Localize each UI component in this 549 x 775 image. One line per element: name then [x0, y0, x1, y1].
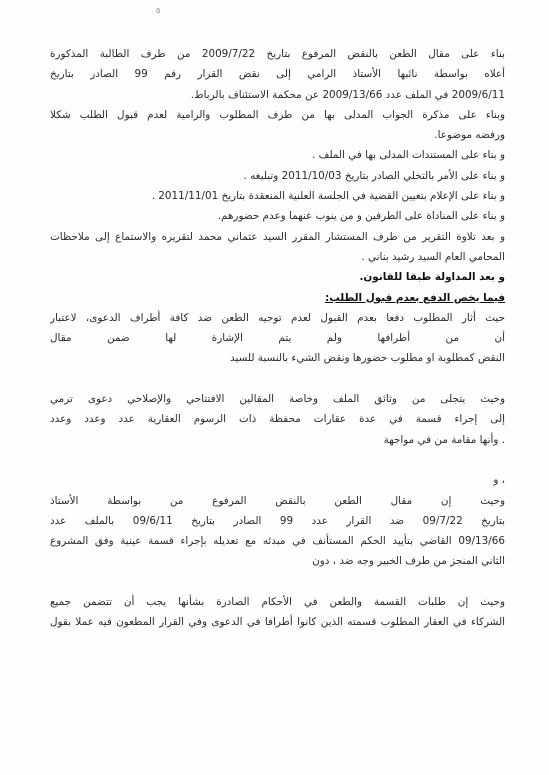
page-number: ٥ — [156, 6, 161, 15]
text-line: النقض كمطلوبة او مطلوب حضورها ونقض الشيء بالنسبة للسيد — [230, 352, 505, 365]
text-line: وحيث يتجلى من وثائق الملف وخاصة المقالين الافتتاحي والإصلاحي دعوى ترمي — [50, 393, 505, 406]
text-line: 2009/6/11 في الملف عدد 2009/13/66 عن محكمة الاستئناف بالرباط. — [190, 88, 505, 101]
text-line — [50, 450, 505, 470]
text-line — [50, 369, 505, 389]
text-line: . وأنها مقامة من في مواجهة — [383, 433, 505, 446]
text-line: الثاني المنجز من طرف الخبير وجه ضد ، دون — [312, 555, 505, 568]
text-line: إلى إجراء قسمة في عدة عقارات محفظة ذات الرسوم العقارية عدد وعدد وعدد — [50, 413, 505, 426]
text-line: و بناء على المستندات المدلى بها في الملف . — [312, 149, 505, 162]
text-line: 09/13/66 القاضي بتأييد الحكم المستأنف في مبدئه مع تعديله بإجراء قسمة عينية وفق المشروع — [50, 535, 505, 548]
text-line: ورفضه موضوعا. — [434, 129, 505, 142]
text-line: حيث أثار المطلوب دفعا بعدم القبول لعدم توجيه الطعن ضد كافة أطراف الدعوى، لاعتبار — [50, 311, 505, 324]
text-line: و بناء على المناداة على الطرفين و من ينوب عنهما وعدم حضورهم. — [217, 210, 505, 223]
text-line: المحامي العام السيد رشيد بناني . — [361, 250, 505, 263]
text-line: بتاريخ 09/7/22 ضد القرار عدد 99 الصادر بتاريخ 09/6/11 بالملف عدد — [50, 514, 505, 527]
text-line: الشركاء في العقار المطلوب قسمته الذين كانوا أطرافا في الدعوى وفي القرار المطعون فيه عملا بقول — [50, 616, 505, 629]
text-line: و بعد تلاوة التقرير من طرف المستشار المقرر السيد عثماني محمد لتقريره والاستماع إلى ملاحظات — [50, 230, 505, 243]
text-line: وحيث إن مقال الطعن بالنقض المرفوع من بواسطة الأستاذ — [50, 494, 505, 507]
text-line: و بناء على الإعلام بتعيين القضية في الجلسة العلنية المنعقدة بتاريخ 2011/11/01 . — [151, 190, 505, 203]
text-line: وحيث إن طلبات القسمة والطعن في الأحكام الصادرة بشأنها يجب أن تتضمن جميع — [50, 596, 505, 609]
text-line: أن من أطرافها ولم يتم الإشارة لها ضمن مقال — [50, 332, 505, 345]
text-line: و بناء على الأمر بالتخلي الصادر بتاريخ 2011/10/03 وتبليغه . — [243, 169, 505, 182]
text-line: ، و — [493, 474, 505, 487]
document-body — [50, 44, 505, 633]
text-line: أعلاه بواسطة نائبها الأستاذ الرامي إلى نقض القرار رقم 99 الصادر بتاريخ — [50, 68, 505, 81]
section-heading: و بعد المداولة طبقا للقانون. — [359, 271, 505, 284]
text-line: وبناء على مذكرة الجواب المدلى بها من طرف المطلوب والرامية لعدم قبول الطلب شكلا — [50, 108, 505, 121]
text-line — [50, 572, 505, 592]
text-line: بناء على مقال الطعن بالنقض المرفوع بتاريخ 2009/7/22 من طرف الطالبة المذكورة — [50, 48, 505, 60]
section-heading: فيما يخص الدفع بعدم قبول الطلب: — [325, 291, 505, 304]
